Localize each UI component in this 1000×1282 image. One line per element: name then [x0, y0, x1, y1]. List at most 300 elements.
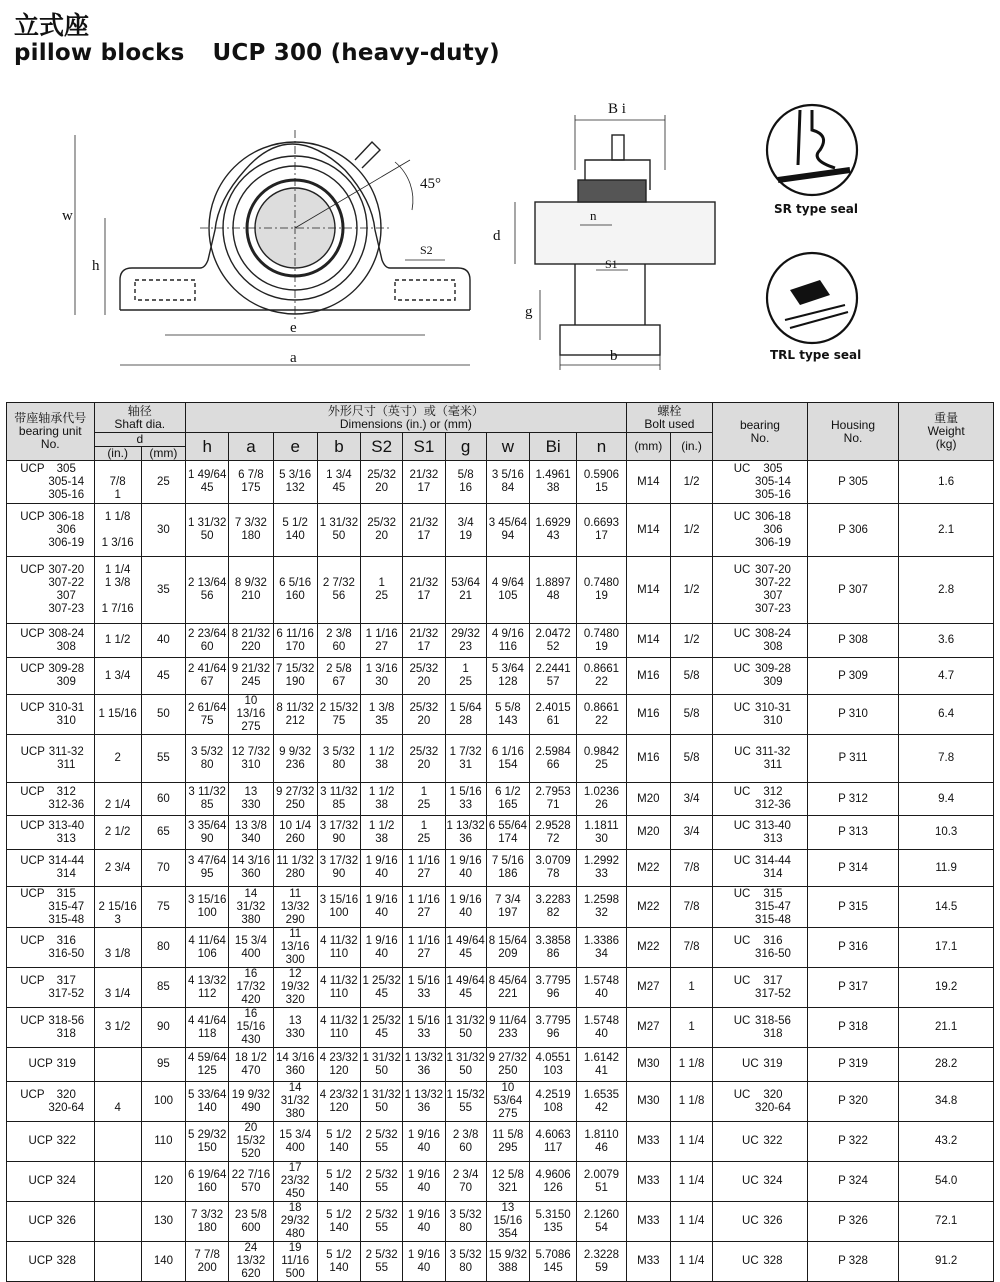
dimension-cell [361, 1242, 403, 1282]
unit-code: 312-36 [48, 799, 85, 811]
bearing-number-cell [713, 695, 808, 735]
weight-cell: 7.8 [899, 735, 994, 783]
dimension-cell [317, 557, 360, 624]
dimension-mm: 110 [329, 1027, 349, 1040]
dimension-inch: 8 21/32 [231, 627, 271, 640]
dimension-inch: 3.3858 [535, 934, 571, 947]
bearing-number-cell [713, 461, 808, 504]
dimension-cell [229, 887, 273, 928]
dimension-inch: 1 9/16 [365, 855, 398, 867]
dimension-mm: 132 [285, 482, 305, 494]
dimension-mm: 50 [459, 1064, 473, 1077]
dimension-cell [186, 461, 229, 504]
dimension-mm: 116 [498, 640, 518, 653]
dimension-mm: 61 [546, 714, 560, 727]
table-row [7, 1202, 994, 1242]
dimension-cell [229, 1122, 273, 1162]
dimension-mm: 55 [375, 1221, 389, 1234]
housing-number-cell: P 308 [807, 624, 899, 658]
spec-table [6, 402, 994, 1282]
unit-number-cell [7, 887, 95, 928]
dimension-inch: 1 1/16 [407, 855, 440, 867]
dimension-inch: 1.2992 [583, 855, 620, 867]
dimension-mm: 38 [375, 758, 389, 771]
weight-cell: 6.4 [899, 695, 994, 735]
dimension-cell [403, 850, 445, 887]
dimension-cell [577, 1122, 626, 1162]
dimension-inch: 1 31/32 [446, 1051, 485, 1064]
shaft-inch-cell [94, 1162, 141, 1202]
unit-code: 316-50 [48, 947, 85, 960]
dimension-mm: 108 [543, 1101, 563, 1114]
dimension-cell [186, 1162, 229, 1202]
table-row [7, 887, 994, 928]
dimension-cell [486, 968, 529, 1008]
unit-number-cell [7, 1082, 95, 1122]
unit-number-cell [7, 1008, 95, 1048]
dimension-inch: 0.7480 [583, 627, 620, 640]
dimension-inch: 2.0472 [535, 627, 571, 640]
dimension-inch: 1 9/16 [449, 894, 482, 906]
table-row [7, 1008, 994, 1048]
unit-code: 319 [56, 1058, 76, 1070]
dimension-cell [577, 735, 626, 783]
table-row [7, 1082, 994, 1122]
bearing-number-cell [713, 557, 808, 624]
bearing-code: 318-56 [755, 1014, 791, 1027]
bearing-code: 308 [763, 640, 783, 653]
dimension-mm: 15 [595, 482, 608, 494]
dimension-inch: 4.9606 [535, 1168, 571, 1181]
dimension-inch: 2 5/32 [365, 1208, 398, 1221]
dimension-cell [445, 504, 486, 557]
dimension-mm: 36 [417, 1101, 431, 1114]
shaft-inch-cell [94, 1048, 141, 1082]
unit-codes [48, 935, 84, 961]
dimension-inch: 3.0709 [535, 855, 571, 867]
dimension-cell [186, 1082, 229, 1122]
dimension-cell [486, 1162, 529, 1202]
dimension-cell [273, 557, 317, 624]
shaft-inch-cell [94, 928, 141, 968]
dimension-mm: 360 [241, 868, 261, 880]
dimension-cell [486, 928, 529, 968]
grease-nipple [355, 142, 380, 168]
unit-prefix: UCP [20, 745, 45, 758]
dimension-cell [317, 1242, 360, 1282]
unit-codes [48, 820, 84, 846]
dimension-inch: 3.2283 [535, 894, 571, 906]
dimension-cell [403, 1008, 445, 1048]
dimension-mm: 38 [375, 832, 389, 845]
dimension-inch: 3 5/32 [191, 745, 224, 758]
dimension-inch: 1 9/16 [407, 1128, 440, 1141]
col-unit-header: 带座轴承代号 bearing unit No. [7, 403, 95, 461]
unit-codes [48, 975, 84, 1001]
page-title-en [14, 40, 500, 66]
page-title-cn: 立式座 [14, 11, 90, 40]
dim-bi: B i [608, 101, 626, 117]
weight-cell: 17.1 [899, 928, 994, 968]
bolt-mm-cell: M27 [626, 1008, 670, 1048]
dimension-inch: 1 9/16 [407, 1168, 440, 1181]
dimension-inch: 1 13/32 [404, 1088, 444, 1101]
shaft-inch-cell [94, 850, 141, 887]
dimension-inch: 21/32 [409, 469, 439, 481]
dimension-inch: 2.1260 [583, 1208, 620, 1221]
dimension-mm: 210 [241, 590, 261, 602]
dimension-mm: 100 [329, 907, 349, 919]
housing-number-cell: P 324 [807, 1162, 899, 1202]
bolt-mm-cell: M33 [626, 1122, 670, 1162]
bearing-number-cell [713, 658, 808, 695]
dimension-mm: 520 [241, 1148, 261, 1160]
dimension-mm: 110 [329, 947, 349, 960]
dimension-mm: 430 [241, 1034, 261, 1046]
technical-drawing [0, 80, 1000, 400]
dim-n: n [590, 208, 597, 223]
bolt-mm-cell: M20 [626, 783, 670, 816]
dimension-inch: 22 7/16 [231, 1168, 271, 1181]
bearing-number-cell [713, 1162, 808, 1202]
dimension-cell [361, 1122, 403, 1162]
dimension-mm: 180 [241, 530, 261, 542]
unit-codes [48, 888, 84, 927]
bearing-number-cell [713, 1082, 808, 1122]
dimension-cell [486, 1202, 529, 1242]
dimension-cell [445, 557, 486, 624]
dimension-inch: 1 7/32 [449, 745, 482, 758]
bolt-mm-cell: M14 [626, 624, 670, 658]
table-row [7, 1048, 994, 1082]
unit-number-cell [7, 1048, 95, 1082]
shaft-mm-cell: 45 [141, 658, 185, 695]
dimension-inch: 3/4 [457, 517, 474, 529]
dimension-inch: 1 5/64 [449, 701, 482, 714]
dimension-inch: 4 41/64 [187, 1014, 227, 1027]
dimension-cell [486, 735, 529, 783]
dimension-inch: 1 49/64 [446, 974, 485, 987]
dimension-cell [186, 1202, 229, 1242]
dimension-inch: 9 11/64 [489, 1014, 527, 1027]
dimension-mm: 45 [375, 1027, 389, 1040]
dimension-cell [317, 624, 360, 658]
unit-number-cell [7, 695, 95, 735]
dimension-inch: 1 5/16 [449, 786, 482, 798]
dimension-mm: 17 [417, 530, 431, 542]
trl-seal-detail [767, 253, 857, 343]
dimension-cell [186, 816, 229, 850]
dimension-inch: 23 5/8 [234, 1208, 267, 1221]
dimension-cell [186, 928, 229, 968]
dim-b-header: b [317, 433, 360, 461]
bearing-prefix: UC [742, 1135, 759, 1147]
bearing-code: 312 [763, 786, 783, 798]
shaft-inch-value [95, 463, 141, 476]
dimension-mm: 140 [329, 1141, 349, 1154]
dimension-cell [445, 1082, 486, 1122]
dimension-inch: 10 13/16 [236, 695, 266, 720]
shaft-inch-cell [94, 624, 141, 658]
dimension-cell [229, 735, 273, 783]
bolt-inch-cell: 7/8 [670, 928, 712, 968]
dimension-cell [403, 1242, 445, 1282]
dimension-mm: 50 [332, 530, 346, 542]
shaft-inch-value [95, 888, 141, 901]
dimension-mm: 120 [329, 1064, 349, 1077]
dimension-cell [486, 461, 529, 504]
bolt-mm-cell: M33 [626, 1202, 670, 1242]
dimension-cell [273, 887, 317, 928]
dimension-mm: 40 [459, 868, 473, 880]
shaft-mm-cell: 30 [141, 504, 185, 557]
dimension-mm: 170 [285, 640, 305, 653]
shaft-inch-value: 2 3/4 [104, 861, 131, 874]
dimension-mm: 21 [459, 590, 473, 602]
dimension-cell [577, 816, 626, 850]
dimension-inch: 1 13/32 [446, 819, 485, 832]
dimension-cell [486, 783, 529, 816]
title-en-right: UCP 300 (heavy-duty) [212, 40, 500, 66]
dimension-inch: 21/32 [409, 627, 439, 640]
shaft-inch-cell [94, 658, 141, 695]
dimension-inch: 3 17/32 [319, 819, 359, 832]
unit-code: 311 [57, 758, 76, 771]
bolt-mm-cell: M22 [626, 928, 670, 968]
dimension-cell [530, 816, 577, 850]
dimension-cell [317, 735, 360, 783]
weight-cell: 4.7 [899, 658, 994, 695]
dim-s2: S2 [420, 243, 433, 257]
dimension-mm: 140 [329, 1221, 349, 1234]
bearing-code: 307-23 [755, 603, 791, 615]
shaft-inch-value: 1 7/16 [101, 603, 134, 615]
dimension-cell [273, 735, 317, 783]
dim-n-header: n [577, 433, 626, 461]
dimension-mm: 17 [417, 640, 431, 653]
dimension-inch: 4 11/32 [320, 974, 358, 987]
dimension-mm: 41 [595, 1064, 608, 1077]
bolt-inch-cell: 1 [670, 968, 712, 1008]
dimension-cell [317, 504, 360, 557]
dimension-cell [577, 1008, 626, 1048]
dimension-inch: 1.5748 [583, 974, 620, 987]
dimension-mm: 354 [498, 1228, 518, 1240]
shaft-inch-value [95, 1255, 141, 1268]
dimension-mm: 330 [285, 1027, 305, 1040]
bolt-inch-cell: 1 1/8 [670, 1048, 712, 1082]
dim-h: h [92, 258, 100, 274]
dimension-mm: 45 [459, 987, 473, 1000]
dimension-cell [229, 1242, 273, 1282]
dimension-cell [577, 1242, 626, 1282]
dimension-mm: 45 [332, 482, 346, 494]
bearing-number-cell [713, 928, 808, 968]
bearing-number-cell [713, 850, 808, 887]
col-shaft-header: 轴径 Shaft dia. [94, 403, 186, 433]
dimension-inch: 5 29/32 [187, 1128, 227, 1141]
dimension-inch: 12 5/8 [491, 1168, 524, 1181]
dimension-inch: 6 1/2 [495, 786, 521, 798]
dim-a: a [290, 350, 297, 366]
dimension-inch: 3 45/64 [488, 517, 528, 529]
dimension-cell [445, 658, 486, 695]
bearing-prefix: UC [733, 974, 751, 987]
dimension-cell [186, 735, 229, 783]
dimension-mm: 19 [595, 640, 608, 653]
bearing-number-cell [713, 504, 808, 557]
unit-codes [48, 1089, 84, 1115]
bearing-number-cell [713, 1048, 808, 1082]
unit-code: 305-16 [48, 488, 85, 501]
shaft-mm-cell: 140 [141, 1242, 185, 1282]
dimension-mm: 236 [285, 758, 305, 771]
unit-code: 315-47 [48, 900, 85, 913]
dimension-cell [361, 504, 403, 557]
dimension-cell [317, 1162, 360, 1202]
shaft-inch-value: 1 3/16 [101, 536, 134, 549]
dim-b: b [610, 348, 618, 364]
dimension-cell [273, 1122, 317, 1162]
dimension-inch: 2.7953 [535, 786, 571, 798]
unit-number-cell [7, 928, 95, 968]
dimension-inch: 1.4961 [535, 469, 571, 481]
dimension-cell [186, 887, 229, 928]
dimension-inch: 1 1/16 [407, 894, 440, 906]
dimension-mm: 30 [595, 832, 608, 845]
table-row [7, 1162, 994, 1202]
bolt-inch-cell: 1 1/4 [670, 1122, 712, 1162]
unit-code: 313 [56, 832, 76, 845]
dimension-cell [486, 1048, 529, 1082]
dimension-inch: 1 3/8 [368, 701, 395, 714]
dimension-inch: 2 23/64 [187, 627, 227, 640]
unit-codes [57, 1255, 76, 1268]
housing-number-cell: P 306 [807, 504, 899, 557]
dimension-cell [486, 1008, 529, 1048]
dimension-mm: 165 [498, 799, 518, 811]
dimension-inch: 1 13/32 [404, 1051, 444, 1064]
dimension-mm: 20 [375, 482, 389, 494]
unit-prefix: UCP [20, 564, 45, 576]
weight-cell: 9.4 [899, 783, 994, 816]
dimension-inch: 5 1/2 [326, 1248, 352, 1261]
dimension-mm: 30 [375, 676, 389, 688]
unit-prefix: UCP [28, 1255, 53, 1267]
dimension-inch: 0.9842 [583, 745, 620, 758]
bearing-code: 315-48 [755, 913, 791, 926]
unit-prefix: UCP [20, 627, 45, 640]
dimension-cell [361, 695, 403, 735]
unit-code: 307-22 [48, 577, 85, 589]
dimension-cell [273, 850, 317, 887]
dimension-inch: 25/32 [409, 745, 439, 758]
shaft-mm-cell: 55 [141, 735, 185, 783]
dimension-mm: 250 [498, 1064, 518, 1077]
dimension-cell [361, 928, 403, 968]
unit-prefix: UCP [20, 934, 45, 947]
dimension-mm: 470 [241, 1064, 261, 1077]
dimension-inch: 4.0551 [535, 1051, 571, 1064]
unit-code: 310 [56, 714, 76, 727]
col-housing-header: Housing No. [807, 403, 899, 461]
dimension-mm: 80 [332, 758, 346, 771]
dimension-inch: 1.6535 [583, 1088, 620, 1101]
bearing-code: 306-19 [755, 536, 791, 549]
dimension-mm: 96 [546, 1027, 560, 1040]
shaft-mm-cell: 35 [141, 557, 185, 624]
dimension-mm: 34 [595, 947, 608, 960]
dimension-cell [361, 735, 403, 783]
dimension-cell [186, 557, 229, 624]
dimension-mm: 20 [375, 530, 389, 542]
shaft-inch-value: 1 3/4 [104, 669, 131, 682]
dimension-inch: 6 5/16 [279, 577, 312, 589]
shaft-mm-cell: 100 [141, 1082, 185, 1122]
dimension-inch: 9 27/32 [488, 1051, 528, 1064]
dimension-inch: 24 13/32 [236, 1242, 266, 1267]
dimension-cell [403, 461, 445, 504]
dimension-mm: 570 [241, 1181, 261, 1194]
unit-prefix: UCP [20, 974, 45, 987]
dimension-cell [530, 557, 577, 624]
dim-e-header: e [273, 433, 317, 461]
dimension-cell [186, 1122, 229, 1162]
shaft-inch-cell [94, 695, 141, 735]
dimension-mm: 50 [375, 1064, 389, 1077]
dimension-cell [229, 624, 273, 658]
dimension-inch: 12 19/32 [280, 968, 310, 993]
dim-w-header: w [486, 433, 529, 461]
shaft-d-header: d [94, 433, 186, 447]
dimension-mm: 140 [285, 530, 305, 542]
bolt-mm-cell: M33 [626, 1242, 670, 1282]
dimension-mm: 55 [375, 1181, 389, 1194]
shaft-mm-cell: 40 [141, 624, 185, 658]
dimension-cell [486, 624, 529, 658]
dimension-mm: 320 [285, 994, 305, 1006]
dimension-inch: 19 9/32 [231, 1088, 271, 1101]
shaft-inch-value: 3 1/8 [104, 947, 131, 960]
shaft-mm-cell: 80 [141, 928, 185, 968]
dimension-inch: 1.8897 [535, 577, 571, 589]
unit-number-cell [7, 1202, 95, 1242]
bolt-mm-cell: M16 [626, 735, 670, 783]
bearing-prefix: UC [742, 1215, 759, 1227]
dimension-mm: 31 [459, 758, 473, 771]
unit-number-cell [7, 816, 95, 850]
dimension-cell [186, 1048, 229, 1082]
dimension-mm: 28 [459, 714, 473, 727]
dimension-cell [273, 928, 317, 968]
spec-table-body [7, 461, 994, 1282]
dimension-inch: 1 9/16 [365, 894, 398, 906]
dimension-cell [186, 695, 229, 735]
shaft-inch-cell [94, 735, 141, 783]
bearing-code: 306 [763, 523, 783, 536]
table-row [7, 735, 994, 783]
dimension-mm: 85 [332, 799, 346, 811]
dimension-mm: 86 [546, 947, 560, 960]
dimension-inch: 4 9/64 [491, 577, 524, 589]
unit-codes [57, 1215, 76, 1228]
dimension-mm: 221 [498, 987, 518, 1000]
shaft-mm-cell: 25 [141, 461, 185, 504]
dimension-cell [445, 1122, 486, 1162]
dimension-mm: 40 [595, 987, 608, 1000]
dimension-inch: 3 5/32 [449, 1248, 482, 1261]
table-row [7, 557, 994, 624]
